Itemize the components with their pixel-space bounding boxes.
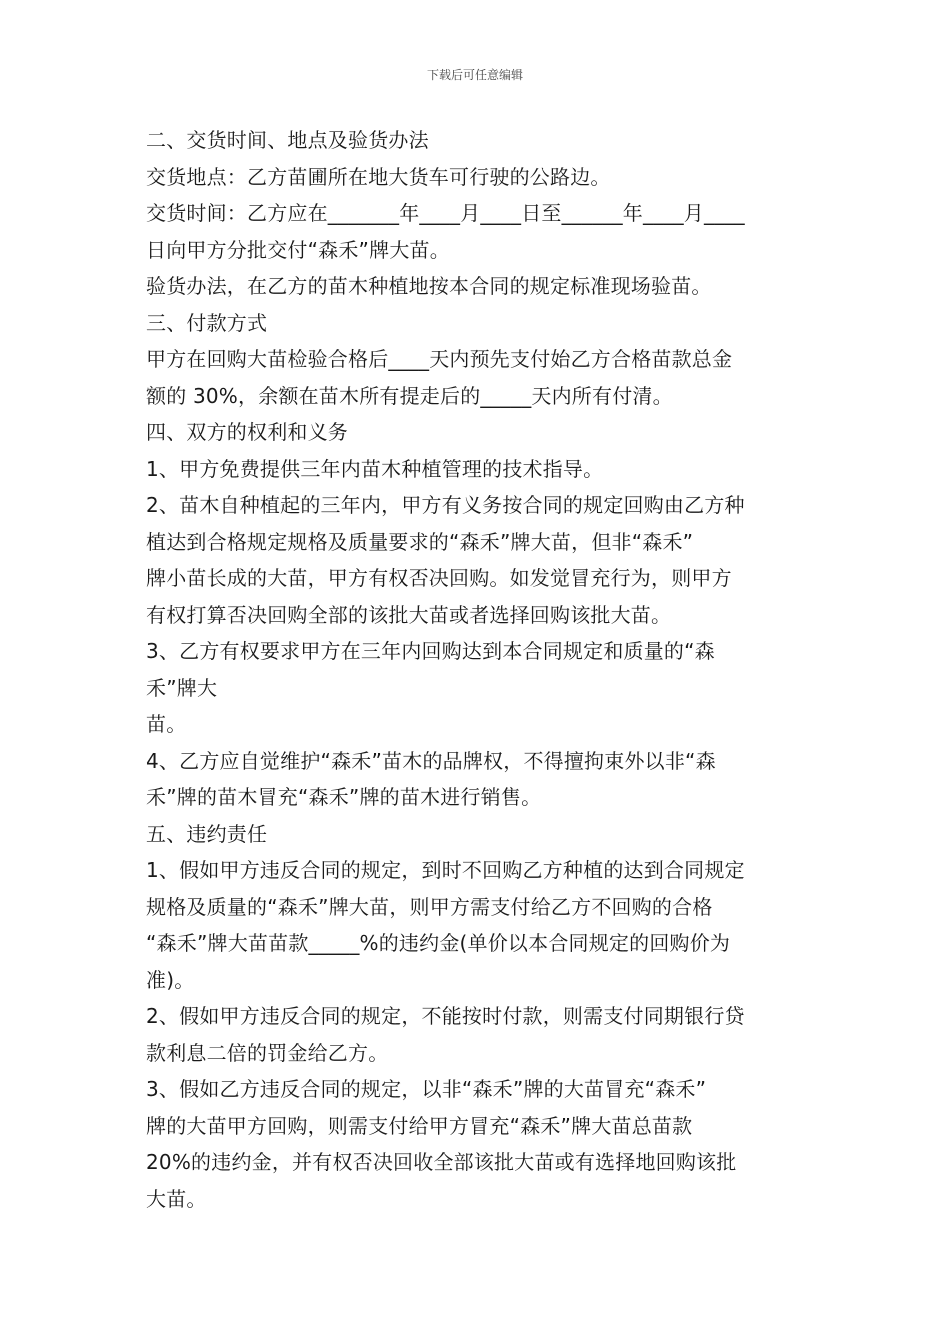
paragraph-line: 交货地点：乙方苗圃所在地大货车可行驶的公路边。 <box>146 164 611 189</box>
paragraph-line: 2、苗木自种植起的三年内，甲方有义务按合同的规定回购由乙方种 <box>146 493 745 517</box>
paragraph-line: 4、乙方应自觉维护“森禾”苗木的品牌权，不得擅拘束外以非“森 <box>146 748 716 773</box>
paragraph-line: “森禾”牌大苗苗款_____%的违约金(单价以本合同规定的回购价为 <box>146 931 731 955</box>
paragraph-line: 大苗。 <box>146 1186 207 1211</box>
paragraph-line: 3、假如乙方违反合同的规定，以非“森禾”牌的大苗冒充“森禾” <box>146 1077 707 1101</box>
paragraph-line: 20%的违约金，并有权否决回收全部该批大苗或有选择地回购该批 <box>146 1150 737 1174</box>
paragraph-line: 2、假如甲方违反合同的规定，不能按时付款，则需支付同期银行贷 <box>146 1004 745 1028</box>
page-header: 下载后可任意编辑 <box>426 68 523 82</box>
paragraph-line: 牌小苗长成的大苗，甲方有权否决回购。如发觉冒充行为，则甲方 <box>146 566 732 590</box>
section-heading-rights: 四、双方的权利和义务 <box>146 420 348 444</box>
paragraph-line: 3、乙方有权要求甲方在三年内回购达到本合同规定和质量的“森 <box>146 639 715 663</box>
paragraph-line: 苗。 <box>146 712 187 736</box>
paragraph-line: 验货办法，在乙方的苗木种植地按本合同的规定标准现场验苗。 <box>146 274 712 298</box>
paragraph-line: 额的 30%，余额在苗木所有提走后的_____天内所有付清。 <box>146 383 673 408</box>
paragraph-line: 准)。 <box>146 967 195 992</box>
paragraph-line: 1、甲方免费提供三年内苗木种植管理的技术指导。 <box>146 456 604 481</box>
paragraph-line: 日向甲方分批交付“森禾”牌大苗。 <box>146 237 450 262</box>
paragraph-line: 交货时间：乙方应在_______年____月____日至______年____月____ <box>146 201 745 225</box>
section-heading-liability: 五、违约责任 <box>146 821 268 846</box>
paragraph-line: 有权打算否决回购全部的该批大苗或者选择回购该批大苗。 <box>146 602 672 627</box>
paragraph-line: 款利息二倍的罚金给乙方。 <box>146 1040 389 1065</box>
paragraph-line: 牌的大苗甲方回购，则需支付给甲方冒充“森禾”牌大苗总苗款 <box>146 1113 693 1138</box>
section-heading-payment: 三、付款方式 <box>146 310 268 335</box>
section-heading-delivery: 二、交货时间、地点及验货办法 <box>146 128 429 152</box>
paragraph-line: 甲方在回购大苗检验合格后____天内预先支付始乙方合格苗款总金 <box>146 347 733 371</box>
paragraph-line: 禾”牌大 <box>146 675 218 700</box>
paragraph-line: 规格及质量的“森禾”牌大苗，则甲方需支付给乙方不回购的合格 <box>146 894 713 919</box>
paragraph-line: 植达到合格规定规格及质量要求的“森禾”牌大苗，但非“森禾” <box>146 529 694 554</box>
paragraph-line: 禾”牌的苗木冒充“森禾”牌的苗木进行销售。 <box>146 785 542 809</box>
paragraph-line: 1、假如甲方违反合同的规定，到时不回购乙方种植的达到合同规定 <box>146 858 745 882</box>
document-body <box>146 122 811 1217</box>
